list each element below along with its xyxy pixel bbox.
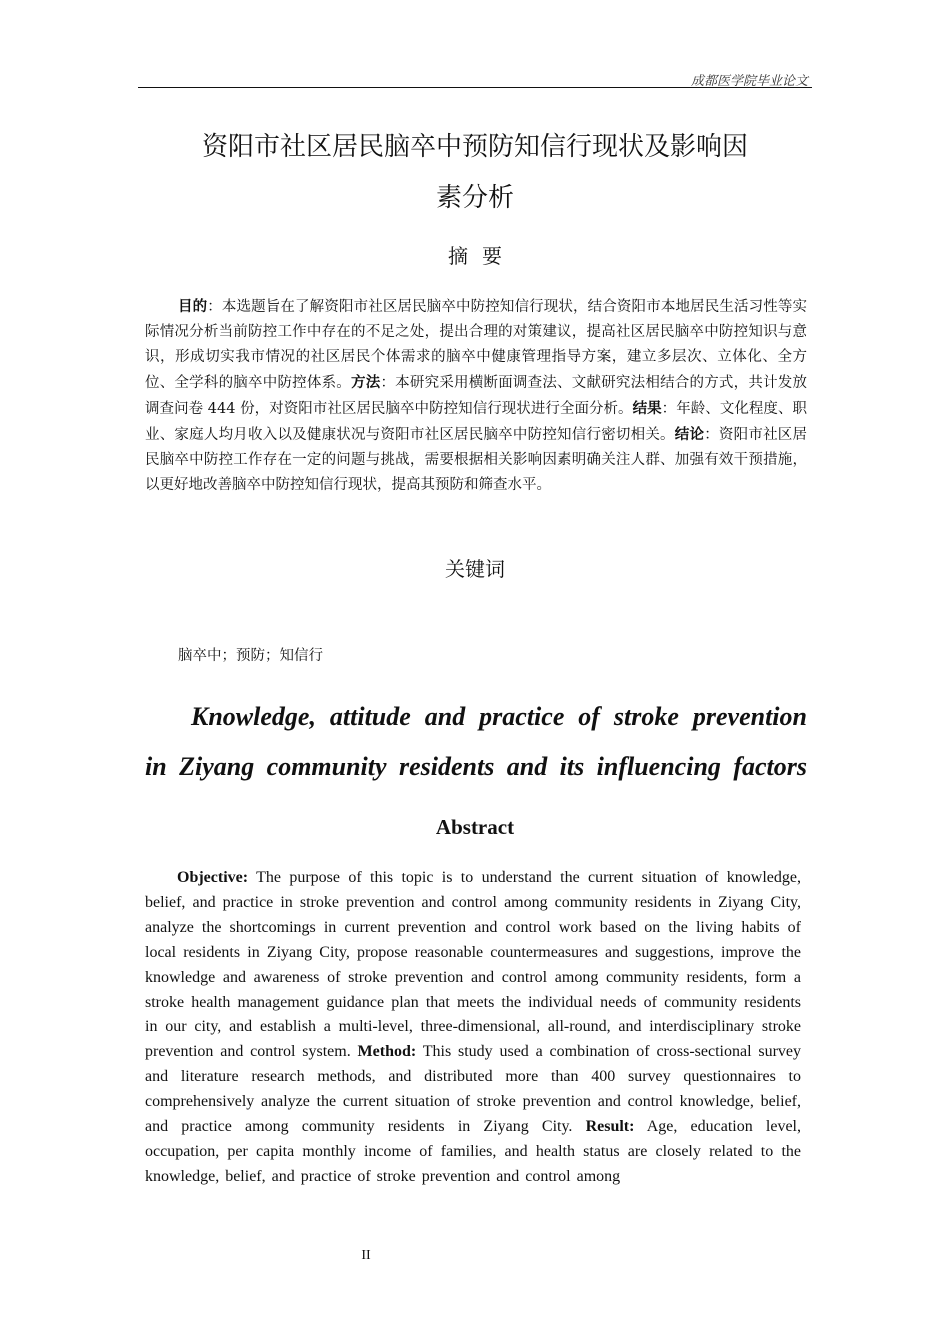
english-title	[145, 692, 807, 792]
running-header: 成都医学院毕业论文	[690, 74, 808, 89]
result-label-en: Result:	[585, 1118, 635, 1136]
english-title-line-1: Knowledge, attitude and practice of stroke prevention	[191, 702, 807, 731]
conclusion-text-cn: ：资阳市社区居民脑卒中防控工作存在一定的问题与挑战，需要根据相关影响因素明确关注人群、加强有效干预措施，以更好地改善脑卒中防控知信行现状，提高其预防和筛查水平。	[145, 427, 808, 493]
page-number: II	[361, 1248, 371, 1263]
method-label-en: Method:	[357, 1043, 417, 1061]
english-abstract-body	[145, 866, 801, 1190]
keywords-list: 脑卒中；预防；知信行	[178, 648, 323, 664]
keywords-heading: 关键词	[445, 557, 505, 581]
chinese-title	[140, 122, 810, 224]
header-rule	[138, 87, 812, 88]
objective-label-en: Objective:	[177, 869, 249, 886]
objective-label-cn: 目的	[178, 298, 208, 315]
chinese-abstract-body	[145, 294, 807, 498]
objective-text-en: The purpose of this topic is to understand the current situation of knowledge, belief, and practice in stroke prevention and control among community residents in Ziyang City, analyze the shortcomings in current prevention and control work based on the living habits of local residents in Ziyang City, propose reasonable countermeasures and suggestions, improve the knowledge and awareness of stroke prevention and control among community residents, form a stroke health management guidance plan that meets the individual needs of community residents in our city, and establish a multi-level, three-dimensional, all-round, and interdisciplinary stroke prevention and control system.	[145, 869, 801, 1061]
conclusion-label-cn: 结论	[674, 426, 705, 443]
method-text-en: This study used a combination of cross-sectional survey and literature research methods, and distributed more than 400 survey questionnaires to comprehensively analyze the current situation of stroke prevention and control knowledge, belief, and practice among community residents in Ziyang City.	[145, 1043, 801, 1136]
chinese-abstract-heading: 摘要	[448, 244, 516, 268]
chinese-title-line-2: 素分析	[435, 183, 514, 213]
chinese-title-line-1: 资阳市社区居民脑卒中预防知信行现状及影响因	[201, 132, 748, 162]
result-label-cn: 结果	[632, 400, 662, 417]
method-label-cn: 方法	[351, 374, 381, 391]
result-text-cn: ：年龄、文化程度、职业、家庭人均月收入以及健康状况与资阳市社区居民脑卒中防控知信行密切相关。	[145, 401, 807, 443]
result-text-en: Age, education level, occupation, per capita monthly income of families, and health status are closely related to the knowledge, belief, and practice of stroke prevention and control among	[145, 1118, 801, 1185]
english-title-line-2: in Ziyang community residents and its influencing factors	[145, 752, 807, 781]
objective-text-cn: ：本选题旨在了解资阳市社区居民脑卒中防控知信行现状，结合资阳市本地居民生活习性等实际情况分析当前防控工作中存在的不足之处，提出合理的对策建议，提高社区居民脑卒中防控知识与意识，形成切实我市情况的社区居民个体需求的脑卒中健康管理指导方案，建立多层次、立体化、全方位、全学科的脑卒中防控体系。	[145, 299, 807, 391]
english-abstract-heading: Abstract	[435, 815, 515, 839]
method-text-cn: ：本研究采用横断面调查法、文献研究法相结合的方式，共计发放调查问卷 444 份，对资阳市社区居民脑卒中防控知信行现状进行全面分析。	[145, 375, 808, 417]
